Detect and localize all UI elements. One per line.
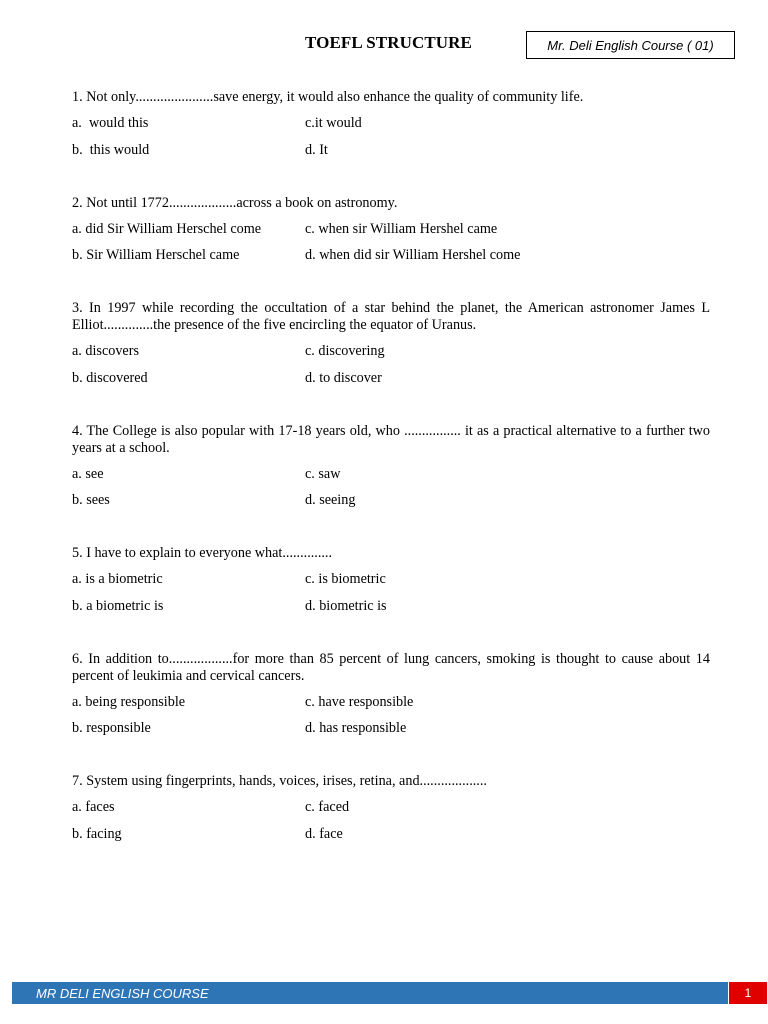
option-c: c. faced xyxy=(305,799,350,815)
option-row xyxy=(72,598,710,615)
option-c: c. saw xyxy=(305,465,341,482)
option-row xyxy=(72,142,710,159)
option-d: d. face xyxy=(305,825,343,842)
question-7 xyxy=(72,773,710,843)
question-1 xyxy=(72,89,710,159)
option-row xyxy=(72,115,710,132)
option-c: c. when sir William Hershel came xyxy=(305,220,498,237)
option-b: b. sees xyxy=(72,492,110,508)
option-row xyxy=(72,826,710,843)
option-row xyxy=(72,492,710,509)
option-a: a. discovers xyxy=(72,343,139,359)
option-a: a. would this xyxy=(72,115,149,131)
footer-bar xyxy=(12,982,728,1004)
option-a: a. did Sir William Herschel come xyxy=(72,220,262,237)
option-c: c. is biometric xyxy=(305,571,386,587)
question-6 xyxy=(72,651,710,738)
option-d: d. It xyxy=(305,141,328,158)
option-c: c. have responsible xyxy=(305,693,414,710)
option-row xyxy=(72,370,710,387)
page-title: TOEFL STRUCTURE xyxy=(305,33,472,52)
question-text: 2. Not until 1772...................across a book on astronomy. xyxy=(72,194,398,211)
option-row xyxy=(72,720,710,737)
option-a: a. being responsible xyxy=(72,693,186,710)
page-number-box xyxy=(729,982,767,1004)
option-row xyxy=(72,221,710,238)
option-d: d. seeing xyxy=(305,492,356,508)
question-text: 1. Not only......................save energy, it would also enhance the quality of community life. xyxy=(72,89,584,105)
option-b: b. discovered xyxy=(72,369,148,386)
question-3 xyxy=(72,300,710,387)
course-label: Mr. Deli English Course ( 01) xyxy=(547,37,714,53)
option-row xyxy=(72,247,710,264)
option-b: b. a biometric is xyxy=(72,597,164,614)
question-text: 6. In addition to..................for more than 85 percent of lung cancers, smoking is thought to cause about 14 percent of leukimia and cervical cancers. xyxy=(72,650,710,684)
option-row xyxy=(72,466,710,483)
question-text: 7. System using fingerprints, hands, voices, irises, retina, and................... xyxy=(72,773,487,789)
option-row xyxy=(72,799,710,816)
question-list xyxy=(72,89,710,879)
question-2 xyxy=(72,195,710,265)
footer-label: MR DELI ENGLISH COURSE xyxy=(36,985,209,1001)
option-d: d. has responsible xyxy=(305,720,407,736)
question-text: 4. The College is also popular with 17-18 years old, who ................ it as a practical alternative to a further two years at a school. xyxy=(72,422,710,456)
option-a: a. is a biometric xyxy=(72,571,163,587)
option-c: c. discovering xyxy=(305,343,385,359)
option-row xyxy=(72,694,710,711)
option-a: a. see xyxy=(72,465,104,482)
option-row xyxy=(72,343,710,360)
option-b: b. this would xyxy=(72,141,150,158)
option-c: c.it would xyxy=(305,115,362,131)
question-text: 5. I have to explain to everyone what.............. xyxy=(72,545,333,561)
course-label-box xyxy=(526,31,735,59)
option-a: a. faces xyxy=(72,799,115,815)
question-5 xyxy=(72,545,710,615)
option-d: d. biometric is xyxy=(305,597,387,614)
page-number: 1 xyxy=(744,986,752,1000)
option-b: b. responsible xyxy=(72,720,151,736)
option-b: b. Sir William Herschel came xyxy=(72,247,240,263)
option-b: b. facing xyxy=(72,825,122,842)
option-d: d. to discover xyxy=(305,369,382,386)
option-row xyxy=(72,571,710,588)
question-4 xyxy=(72,423,710,510)
question-text: 3. In 1997 while recording the occultation of a star behind the planet, the American astronomer James L Elliot..............the presence of the five encircling the equator of Uranus. xyxy=(72,300,710,333)
option-d: d. when did sir William Hershel come xyxy=(305,247,521,263)
